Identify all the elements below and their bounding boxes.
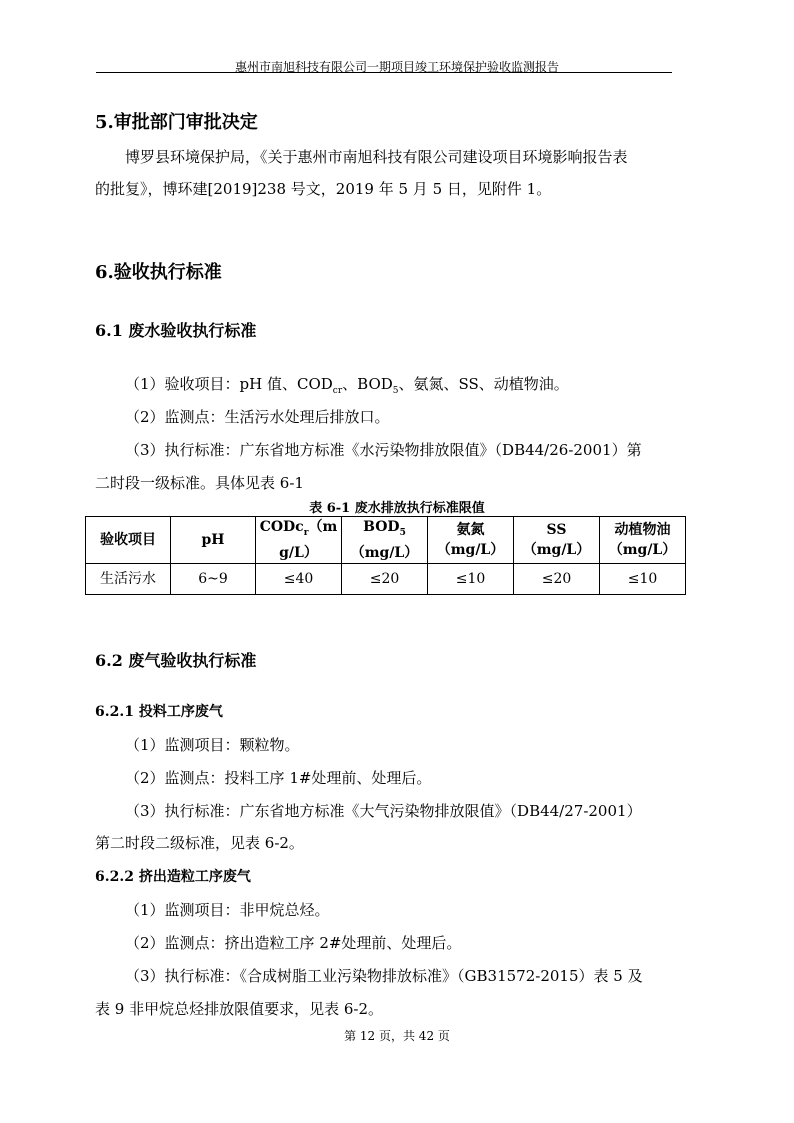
section-6-2-1-item2: （2）监测点：投料工序 1#处理前、处理后。 <box>125 769 432 787</box>
table-header-row <box>86 517 686 564</box>
header-rule <box>96 72 672 73</box>
section-5-text-line2: 的批复》，博环建[2019]238 号文，2019 年 5 月 5 日，见附件 1。 <box>95 180 552 198</box>
section-6-2-2-item2: （2）监测点：挤出造粒工序 2#处理前、处理后。 <box>125 934 462 952</box>
section-6-2-1-heading: 6.2.1 投料工序废气 <box>95 704 223 720</box>
cell-ss: ≤20 <box>514 563 600 594</box>
section-5-heading: 5.审批部门审批决定 <box>95 112 258 133</box>
section-6-1-item1: （1）验收项目：pH 值、$COD_{cr}$、$BOD_5$、氨氮、SS、动植物油。 <box>125 375 569 396</box>
header-cod: CODc$_r$（m g/L） <box>256 517 342 564</box>
table-row <box>86 563 686 594</box>
table-caption: 表 6-1 废水排放执行标准限值 <box>309 501 485 516</box>
section-6-1-heading: 6.1 废水验收执行标准 <box>95 321 257 340</box>
page-footer: 第 12 页，共 42 页 <box>344 1029 450 1043</box>
section-6-1-item2: （2）监测点：生活污水处理后排放口。 <box>125 408 390 426</box>
cell-ph: 6~9 <box>171 563 256 594</box>
section-6-heading: 6.验收执行标准 <box>95 262 222 283</box>
cell-bod: ≤20 <box>342 563 428 594</box>
cell-cod: ≤40 <box>256 563 342 594</box>
section-5-text-line1: 博罗县环境保护局，《关于惠州市南旭科技有限公司建设项目环境影响报告表 <box>125 148 628 166</box>
header-oil: 动植物油 （mg/L） <box>600 517 686 564</box>
page-header: 惠州市南旭科技有限公司一期项目竣工环境保护验收监测报告 <box>234 60 559 74</box>
section-6-2-heading: 6.2 废气验收执行标准 <box>95 651 257 670</box>
section-6-2-2-item3-line2: 表 9 非甲烷总烃排放限值要求，见表 6-2。 <box>95 1000 384 1018</box>
section-6-2-2-item3-line1: （3）执行标准：《合成树脂工业污染物排放标准》（GB31572-2015）表 5 及 <box>125 967 643 985</box>
section-6-2-2-heading: 6.2.2 挤出造粒工序废气 <box>95 869 251 885</box>
section-6-1-item3-line2: 二时段一级标准。具体见表 6-1 <box>95 474 304 492</box>
section-6-2-2-item1: （1）监测项目：非甲烷总烃。 <box>125 901 330 919</box>
header-item: 验收项目 <box>86 517 171 564</box>
section-6-2-1-item1: （1）监测项目：颗粒物。 <box>125 736 300 754</box>
cell-oil: ≤10 <box>600 563 686 594</box>
header-ss: SS （mg/L） <box>514 517 600 564</box>
section-6-1-item3-line1: （3）执行标准：广东省地方标准《水污染物排放限值》（DB44/26-2001）第 <box>125 441 642 459</box>
cell-ammonia: ≤10 <box>428 563 514 594</box>
wastewater-standards-table <box>85 516 686 595</box>
header-ammonia: 氨氮 （mg/L） <box>428 517 514 564</box>
header-bod: $BOD_5$ （mg/L） <box>342 517 428 564</box>
header-ph: pH <box>171 517 256 564</box>
cell-item: 生活污水 <box>86 563 171 594</box>
section-6-2-1-item3-line2: 第二时段二级标准，见表 6-2。 <box>95 834 304 852</box>
section-6-2-1-item3-line1: （3）执行标准：广东省地方标准《大气污染物排放限值》（DB44/27-2001） <box>125 802 642 820</box>
